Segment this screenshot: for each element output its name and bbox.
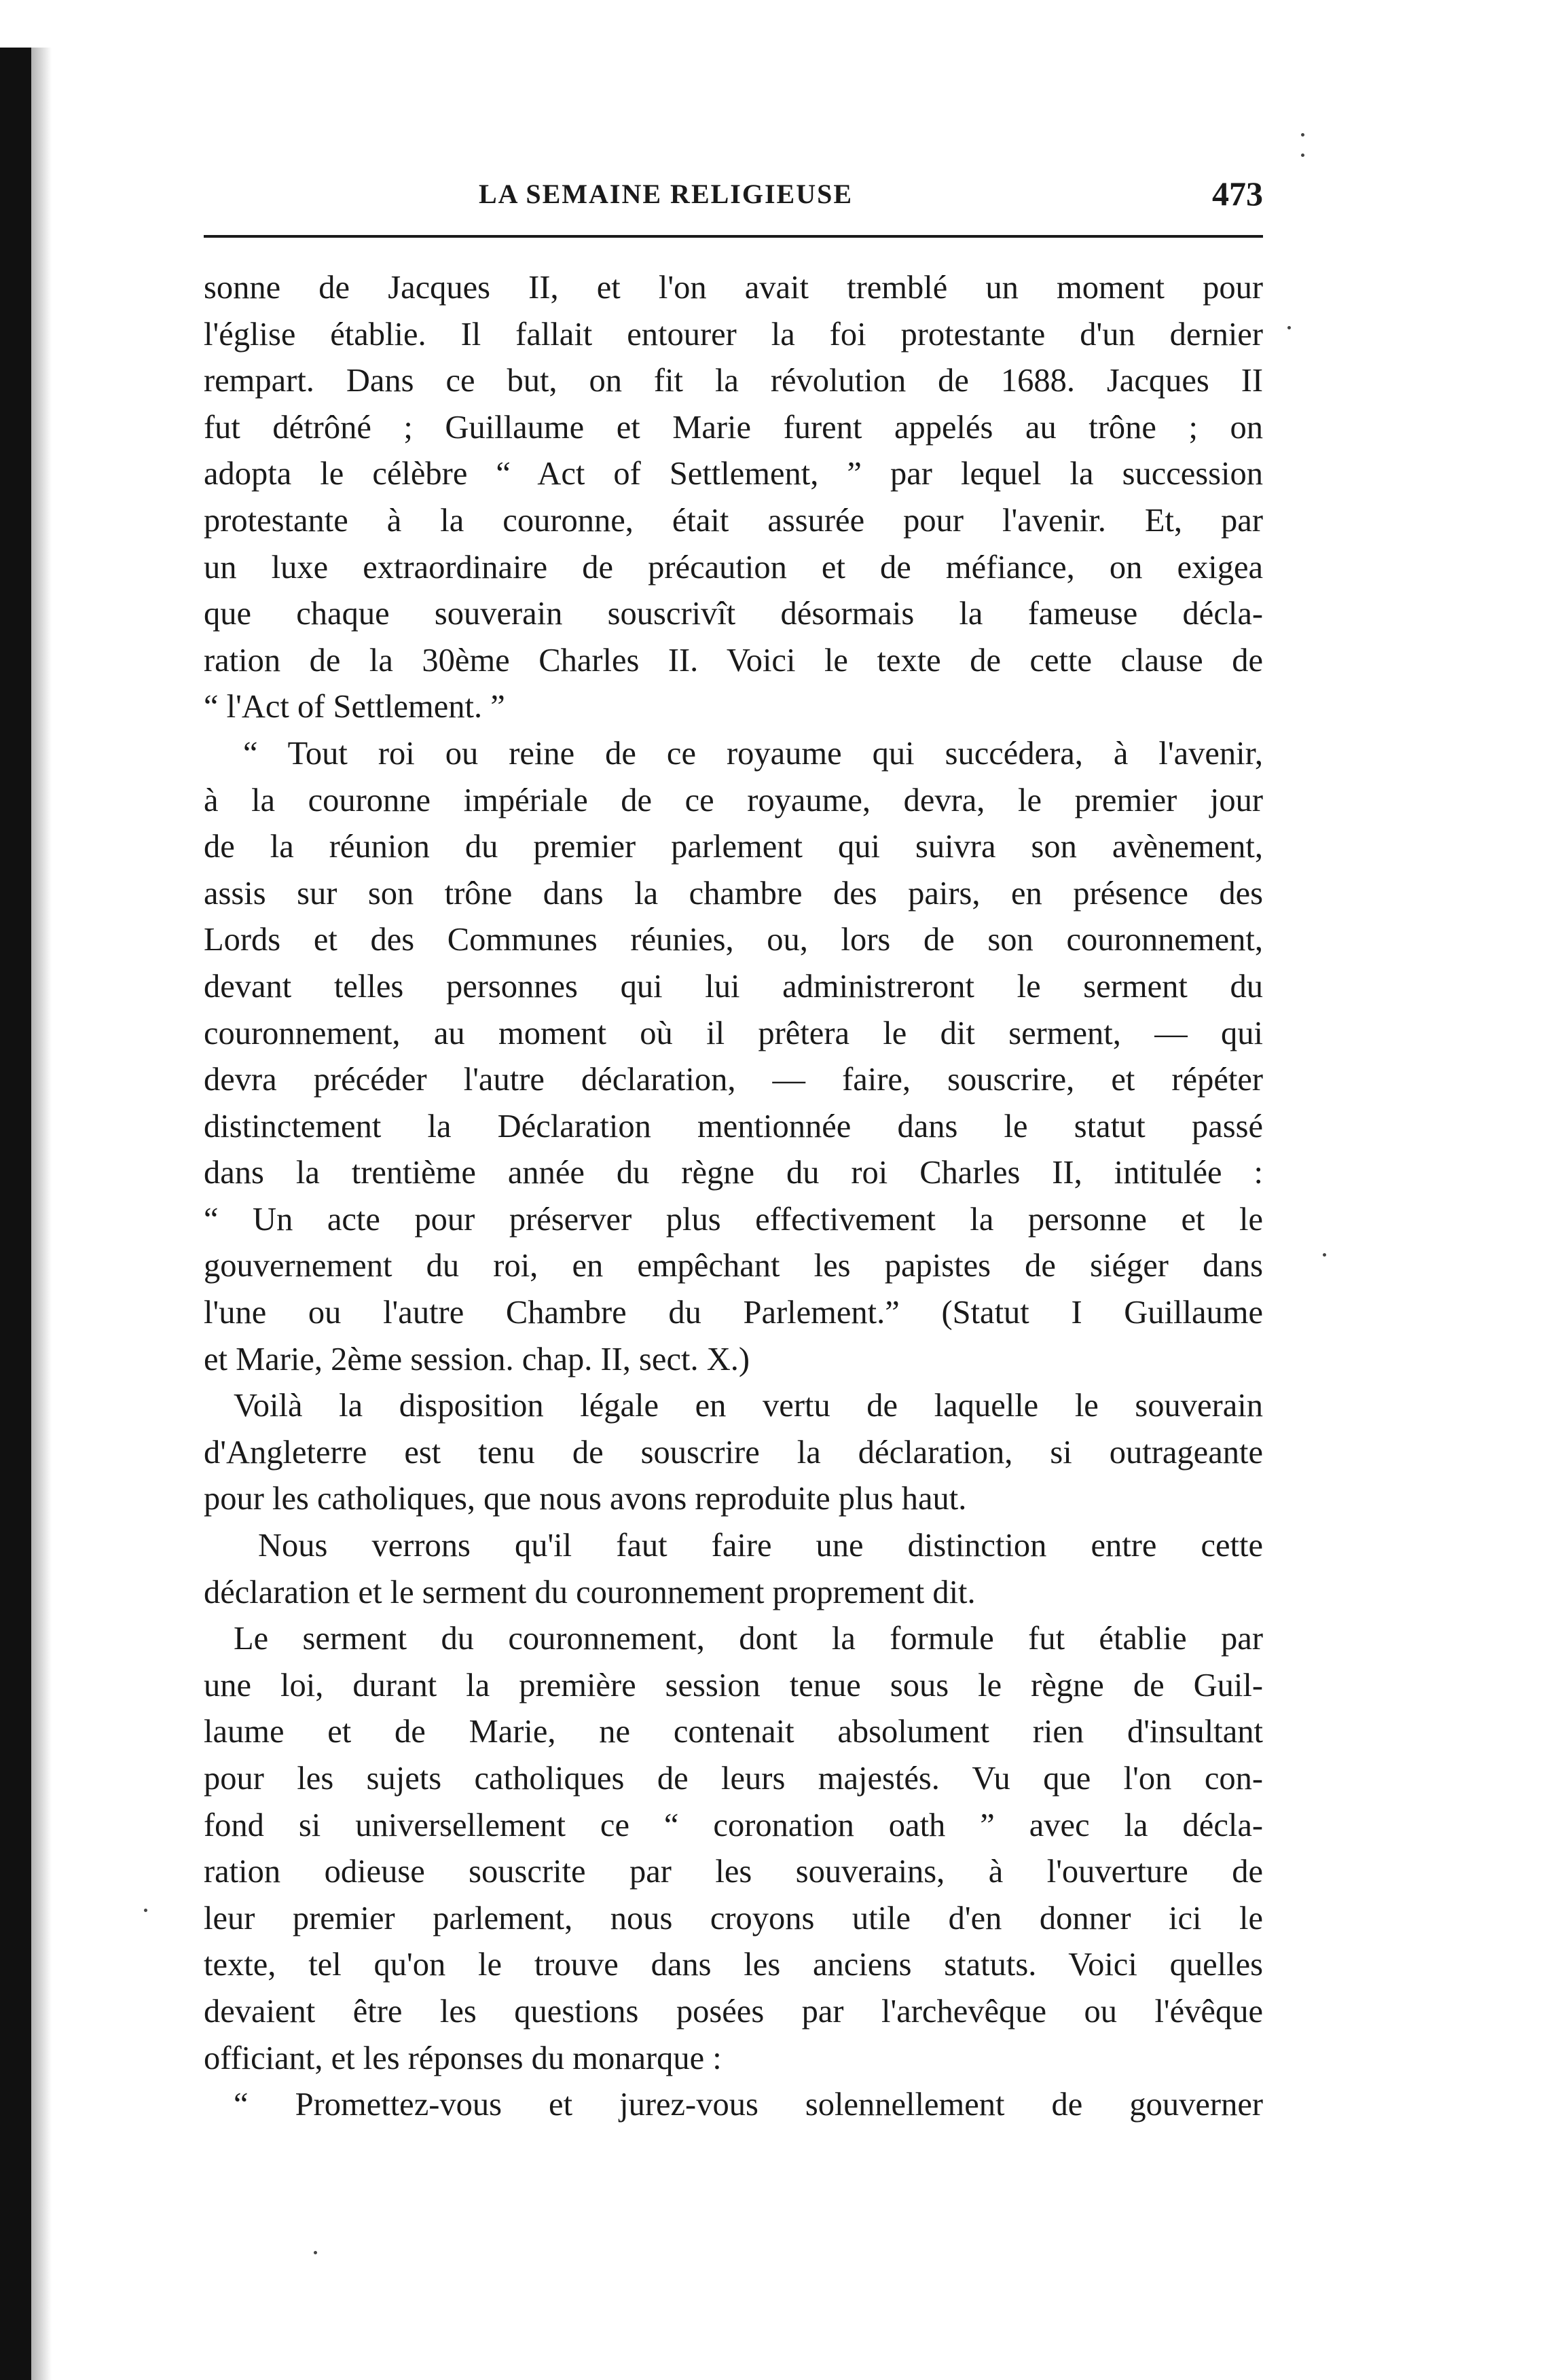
text-line: ration de la 30ème Charles II. Voici le texte de cette clause de	[204, 642, 1263, 679]
text-line: Le serment du couronnement, dont la formule fut établie par	[234, 1621, 1263, 1657]
print-speck	[314, 2251, 317, 2254]
text-line: pour les sujets catholiques de leurs majestés. Vu que l'on con-	[204, 1761, 1263, 1797]
text-line: déclaration et le serment du couronnement proprement dit.	[204, 1574, 976, 1610]
text-line: pour les catholiques, que nous avons reproduite plus haut.	[204, 1481, 967, 1517]
text-line: “ Promettez-vous et jurez-vous solennellement de gouverner	[234, 2087, 1263, 2123]
text-line: officiant, et les réponses du monarque :	[204, 2040, 722, 2076]
text-line: d'Angleterre est tenu de souscrire la déclaration, si outrageante	[204, 1434, 1263, 1471]
text-line: sonne de Jacques II, et l'on avait tremblé un moment pour	[204, 270, 1263, 306]
text-line: un luxe extraordinaire de précaution et de méfiance, on exigea	[204, 549, 1263, 585]
text-line: laume et de Marie, ne contenait absolument rien d'insultant	[204, 1714, 1263, 1750]
print-speck	[1301, 133, 1304, 137]
text-line: une loi, durant la première session tenue sous le règne de Guil-	[204, 1667, 1263, 1703]
page-binding-edge	[0, 48, 31, 2380]
text-line: l'église établie. Il fallait entourer la foi protestante d'un dernier	[204, 316, 1263, 353]
header-rule	[204, 235, 1263, 238]
text-line: assis sur son trône dans la chambre des pairs, en présence des	[204, 875, 1263, 912]
body-text	[204, 265, 1263, 2129]
text-line: leur premier parlement, nous croyons utile d'en donner ici le	[204, 1900, 1263, 1936]
text-line: “ Un acte pour préserver plus effectivement la personne et le	[204, 1201, 1263, 1238]
print-speck	[144, 1909, 147, 1912]
text-line: “ l'Act of Settlement. ”	[204, 689, 505, 725]
text-line: protestante à la couronne, était assurée pour l'avenir. Et, par	[204, 502, 1263, 539]
text-line: de la réunion du premier parlement qui suivra son avènement,	[204, 829, 1263, 865]
text-line: l'une ou l'autre Chambre du Parlement.” (Statut I Guillaume	[204, 1295, 1263, 1331]
page-header	[204, 175, 1263, 226]
text-line: texte, tel qu'on le trouve dans les anciens statuts. Voici quelles	[204, 1947, 1263, 1983]
text-line: et Marie, 2ème session. chap. II, sect. X.)	[204, 1341, 750, 1377]
text-line: couronnement, au moment où il prêtera le dit serment, — qui	[204, 1015, 1263, 1051]
text-line: fond si universellement ce “ coronation oath ” avec la décla-	[204, 1807, 1263, 1843]
text-line: à la couronne impériale de ce royaume, devra, le premier jour	[204, 782, 1263, 818]
page-binding-shadow	[31, 48, 52, 2380]
print-speck	[1301, 154, 1304, 157]
page-number: 473	[1212, 175, 1263, 213]
text-line: fut détrôné ; Guillaume et Marie furent appelés au trône ; on	[204, 409, 1263, 446]
text-line: Nous verrons qu'il faut faire une distinction entre cette	[258, 1528, 1263, 1564]
text-line: dans la trentième année du règne du roi Charles II, intitulée :	[204, 1155, 1263, 1191]
text-line: gouvernement du roi, en empêchant les papistes de siéger dans	[204, 1248, 1263, 1284]
text-line: ration odieuse souscrite par les souverains, à l'ouverture de	[204, 1854, 1263, 1890]
text-line: distinctement la Déclaration mentionnée dans le statut passé	[204, 1108, 1263, 1144]
print-speck	[1323, 1253, 1326, 1257]
text-line: devaient être les questions posées par l'archevêque ou l'évêque	[204, 1993, 1263, 2030]
print-speck	[1287, 326, 1291, 329]
text-line: devra précéder l'autre déclaration, — faire, souscrire, et répéter	[204, 1062, 1263, 1098]
text-line: Voilà la disposition légale en vertu de laquelle le souverain	[234, 1388, 1263, 1424]
text-line: Lords et des Communes réunies, ou, lors de son couronnement,	[204, 922, 1263, 958]
text-line: rempart. Dans ce but, on fit la révolution de 1688. Jacques II	[204, 363, 1263, 399]
text-line: adopta le célèbre “ Act of Settlement, ” par lequel la succession	[204, 456, 1263, 492]
running-title: LA SEMAINE RELIGIEUSE	[479, 179, 854, 209]
text-line: que chaque souverain souscrivît désormais la fameuse décla-	[204, 596, 1263, 632]
text-line: devant telles personnes qui lui administreront le serment du	[204, 968, 1263, 1005]
text-line: “ Tout roi ou reine de ce royaume qui succédera, à l'avenir,	[243, 735, 1263, 772]
